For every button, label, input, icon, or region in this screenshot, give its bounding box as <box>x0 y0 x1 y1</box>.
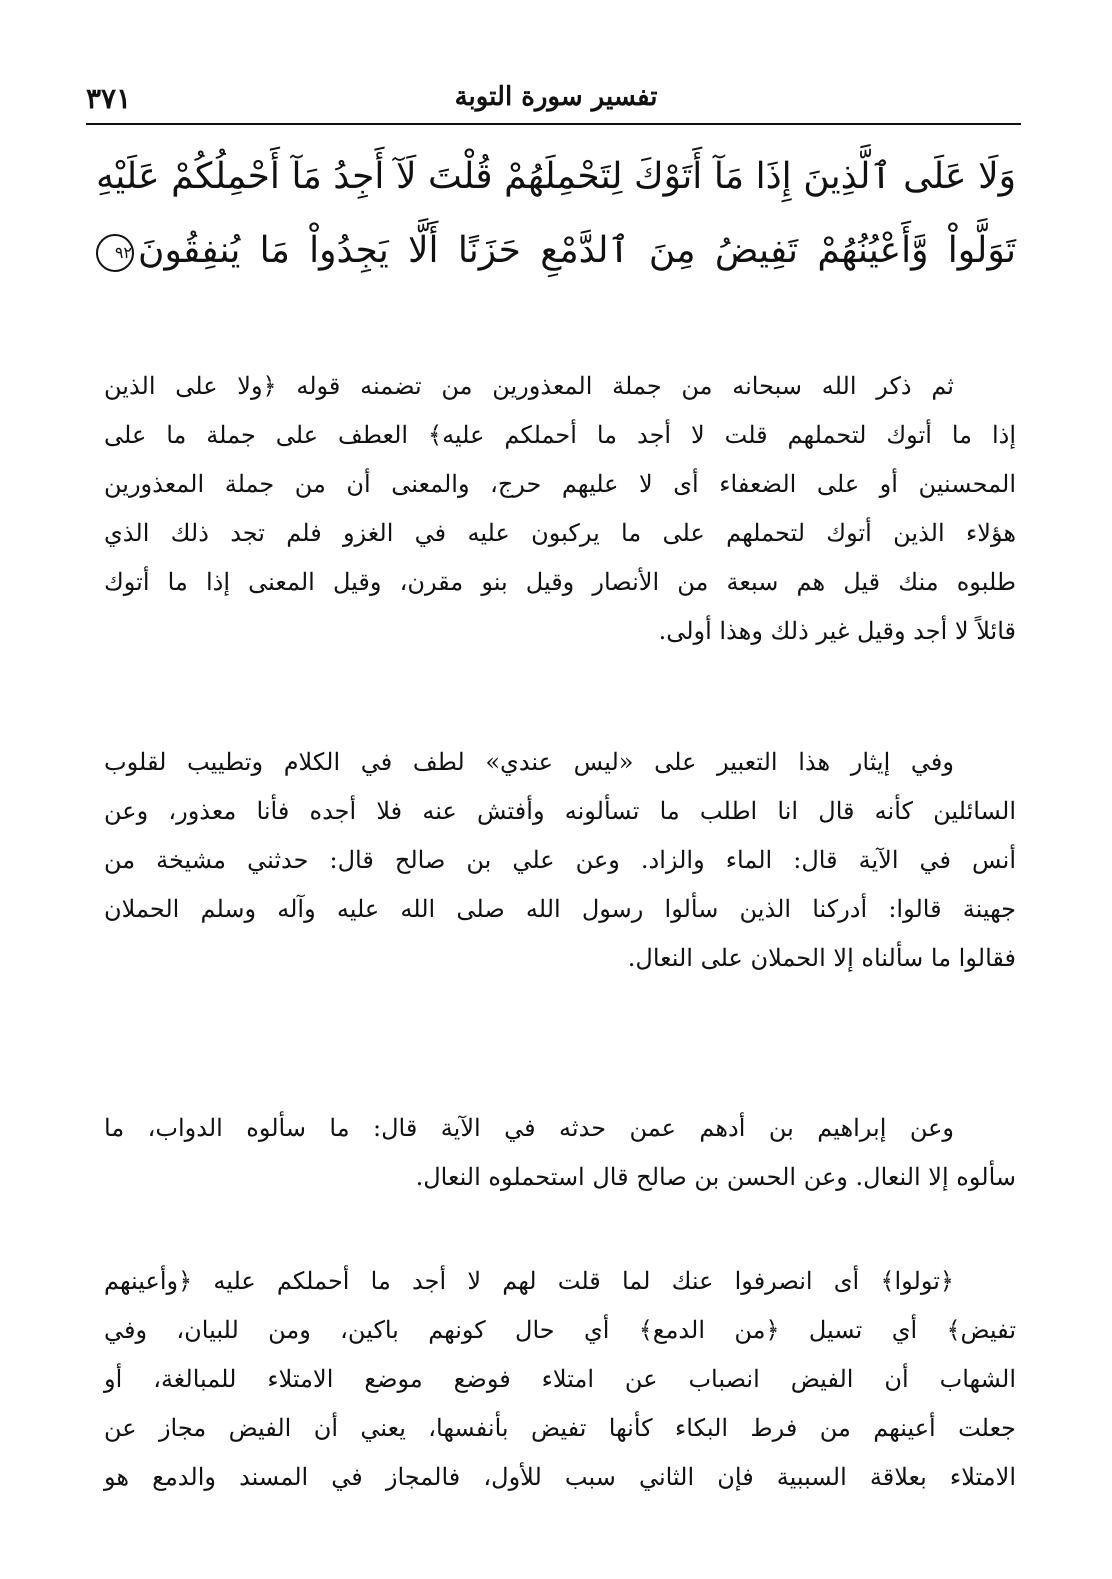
text-line: وعن إبراهيم بن أدهم عمن حدثه في الآية قال: ما سألوه الدواب، ما <box>104 1114 954 1142</box>
commentary-paragraph <box>104 738 1016 983</box>
commentary-paragraph <box>104 1257 1016 1502</box>
text-line: ﴿تولوا﴾ أى انصرفوا عنك لما قلت لهم لا أجد ما أحملكم عليه ﴿وأعينهم <box>104 1267 954 1295</box>
text-line: سألوه إلا النعال. وعن الحسن بن صالح قال استحملوه النعال. <box>415 1163 1016 1191</box>
text-line: السائلين كأنه قال انا اطلب ما تسألونه وأفتش عنه فلا أجده فأنا معذور، وعن <box>104 797 1016 825</box>
page-number: ٣٧١ <box>86 82 132 115</box>
commentary-paragraph <box>104 1104 1016 1202</box>
text-line: أنس في الآية قال: الماء والزاد. وعن علي بن صالح قال: حدثني مشيخة من <box>104 846 1016 874</box>
text-line: الامتلاء بعلاقة السببية فإن الثاني سبب للأول، فالمجاز في المسند والدمع هو <box>104 1463 1016 1491</box>
text-line: إذا ما أتوك لتحملهم قلت لا أجد ما أحملكم عليه﴾ العطف على جملة ما على <box>104 421 1016 449</box>
text-line: المحسنين أو على الضعفاء أى لا عليهم حرج، والمعنى أن من جملة المعذورين <box>104 470 1016 498</box>
page-header <box>86 78 1026 118</box>
ayah-number-marker: ٩٢ <box>96 234 134 272</box>
verse-line <box>96 214 1016 288</box>
verse-line: وَلَا عَلَى ٱلَّذِينَ إِذَا مَآ أَتَوْكَ لِتَحْمِلَهُمْ قُلْتَ لَآ أَجِدُ مَآ أَحْمِلُكُمْ عَلَيْهِ <box>96 156 1016 197</box>
running-title: تفسير سورة التوبة <box>454 82 658 112</box>
commentary-paragraph <box>104 362 1016 656</box>
text-line: تفيض﴾ أي تسيل ﴿من الدمع﴾ أي حال كونهم باكين، ومن للبيان، وفي <box>104 1316 1016 1344</box>
text-line: جعلت أعينهم من فرط البكاء كأنها تفيض بأنفسها، يعني أن الفيض مجاز عن <box>104 1414 1016 1442</box>
text-line: وفي إيثار هذا التعبير على «ليس عندي» لطف في الكلام وتطييب لقلوب <box>104 748 954 776</box>
verse-line-text: تَوَلَّواْ وَّأَعْيُنُهُمْ تَفِيضُ مِنَ ٱلدَّمْعِ حَزَنًا أَلَّا يَجِدُواْ مَا يُنفِقُونَ <box>138 230 1016 271</box>
text-line: الشهاب أن الفيض انصباب عن امتلاء فوضع موضع الامتلاء للمبالغة، أو <box>104 1365 1016 1393</box>
text-line: قائلاً لا أجد وقيل غير ذلك وهذا أولى. <box>658 617 1016 645</box>
text-line: فقالوا ما سألناه إلا الحملان على النعال. <box>627 944 1016 972</box>
quran-verse <box>96 140 1016 288</box>
text-line: طلبوه منك قيل هم سبعة من الأنصار وقيل بنو مقرن، وقيل المعنى إذا ما أتوك <box>104 568 1016 596</box>
text-line: جهينة قالوا: أدركنا الذين سألوا رسول الله صلى الله عليه وآله وسلم الحملان <box>104 895 1016 923</box>
header-divider <box>86 123 1021 125</box>
text-line: ثم ذكر الله سبحانه من جملة المعذورين من تضمنه قوله ﴿ولا على الذين <box>104 372 954 400</box>
text-line: هؤلاء الذين أتوك لتحملهم على ما يركبون عليه في الغزو فلم تجد ذلك الذي <box>104 519 1017 547</box>
